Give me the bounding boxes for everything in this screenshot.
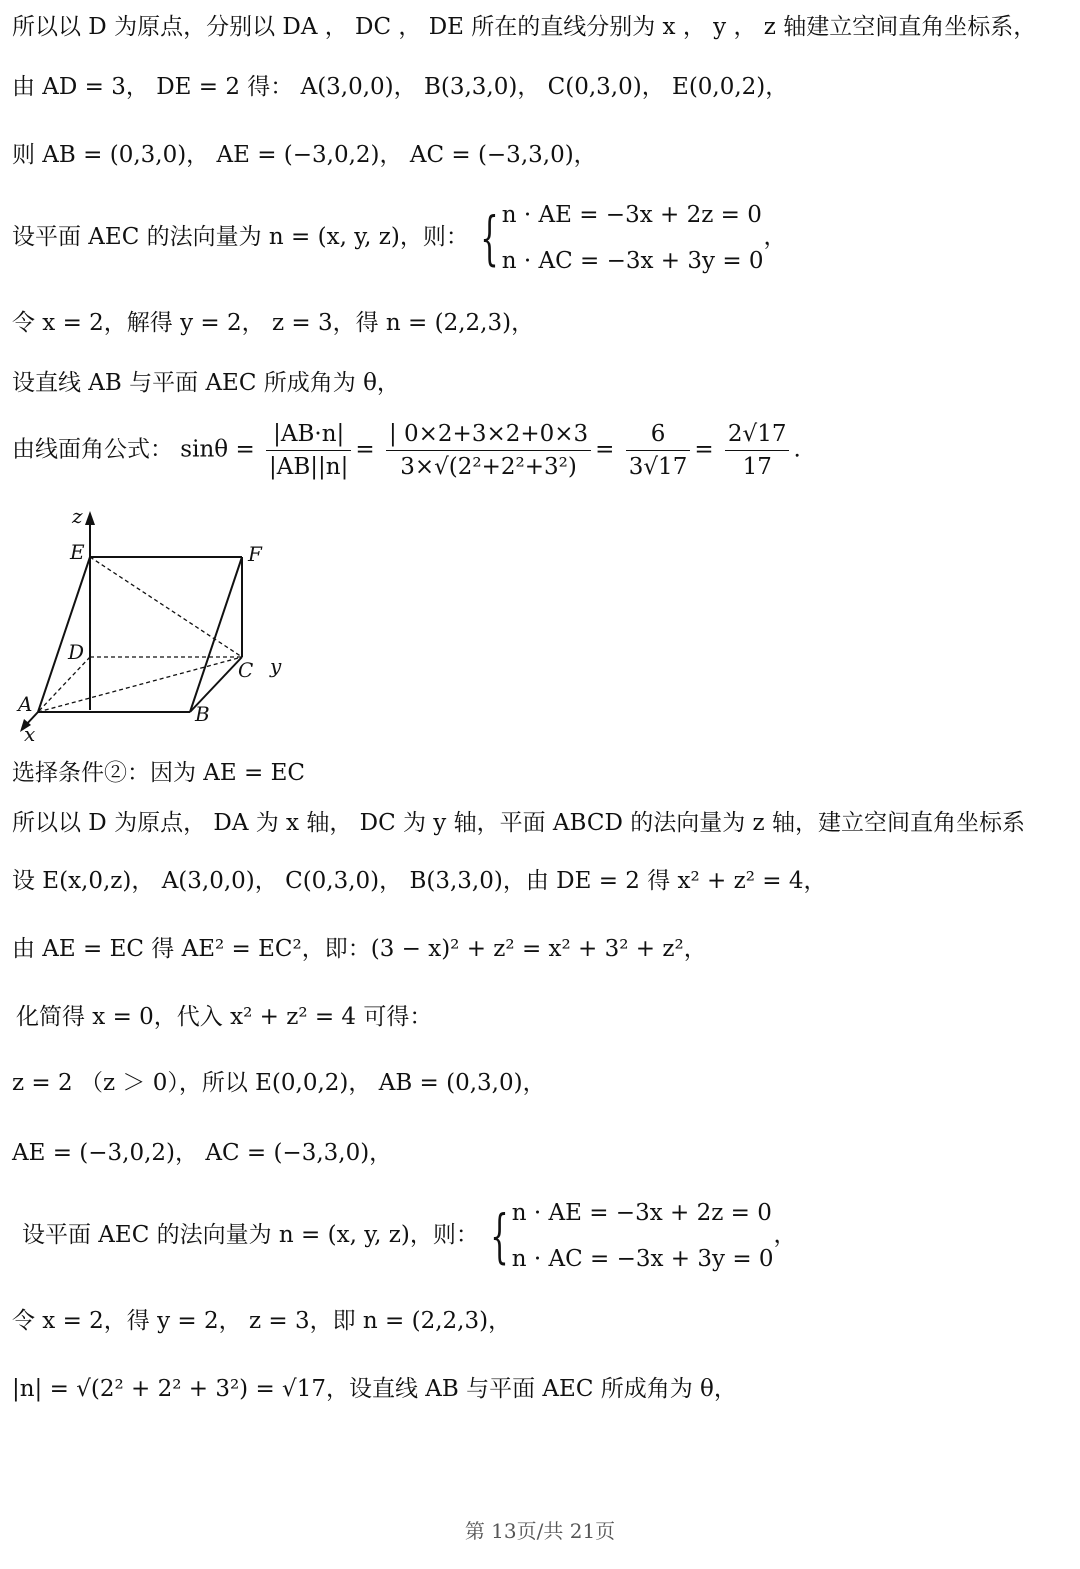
brace-symbol-2: { <box>490 1202 509 1270</box>
text-line-8: 选择条件②：因为 AE = EC <box>12 760 305 786</box>
equation-tail: ， <box>763 224 787 250</box>
label-E: E <box>70 540 85 564</box>
fraction-3 <box>626 418 691 483</box>
label-D: D <box>68 640 85 664</box>
text-line-1: 所以以 D 为原点，分别以 DA ， DC ， DE 所在的直线分别为 x ， y ， z 轴建立空间直角坐标系， <box>12 14 1037 40</box>
label-B: B <box>195 702 210 726</box>
normal-vector-line-2 <box>22 1190 797 1282</box>
text-line-5: 令 x = 2，解得 y = 2， z = 3，得 n = (2,2,3)， <box>12 310 535 336</box>
text-line-13: z = 2 （z ＞ 0），所以 E(0,0,2)， AB = (0,3,0)， <box>12 1070 546 1096</box>
fraction-1-denominator: |AB||n| <box>269 454 349 480</box>
fraction-2-numerator: | 0×2+3×2+0×3 <box>386 418 591 451</box>
equation-tail-2: ， <box>773 1222 797 1248</box>
text-line-14: AE = (−3,0,2)， AC = (−3,3,0)， <box>12 1140 393 1166</box>
label-x: x <box>24 722 36 745</box>
label-F: F <box>248 542 262 566</box>
label-y: y <box>270 654 282 678</box>
fraction-4 <box>725 418 790 483</box>
equation-1: n · AE = −3x + 2z = 0 <box>501 202 762 228</box>
fraction-4-denominator: 17 <box>742 454 772 480</box>
fraction-4-numerator: 2√17 <box>725 418 790 451</box>
da-edge <box>38 657 90 712</box>
text-line-6: 设直线 AB 与平面 AEC 所成角为 θ， <box>12 370 400 396</box>
text-line-17: |n| = √(2² + 2² + 3²) = √17，设直线 AB 与平面 AEC 所成角为 θ， <box>12 1376 737 1402</box>
fraction-3-numerator: 6 <box>626 418 691 451</box>
text-line-16: 令 x = 2，得 y = 2， z = 3，即 n = (2,2,3)， <box>12 1308 512 1334</box>
fraction-1 <box>266 418 351 483</box>
bf-edge <box>190 557 242 712</box>
text-line-2: 由 AD = 3， DE = 2 得： A(3,0,0)， B(3,3,0)， C(0,3,0)， E(0,0,2)， <box>12 74 789 100</box>
fraction-2-denominator: 3×√(2²+2²+3²) <box>400 454 577 480</box>
ea-edge <box>38 557 90 712</box>
ec-diagonal <box>90 557 242 657</box>
equation-2: n · AC = −3x + 3y = 0 <box>501 248 764 274</box>
fraction-2 <box>386 418 591 483</box>
sin-formula-label: 由线面角公式： sinθ = <box>12 436 255 463</box>
sin-formula-line: 由线面角公式： sinθ = $\frac{|AB\cdot n|}{|AB||n|}$ = $\frac{| 0\times 2+3\times 2+0\times 3}{\text{3×√(2²+2²+3²)}}$ = $\frac{6}{3√17}$ = $\frac{2√17}{17}$ . <box>12 418 801 483</box>
equation-3: n · AE = −3x + 2z = 0 <box>511 1200 772 1226</box>
label-C: C <box>238 658 254 682</box>
text-line-10: 设 E(x,0,z)， A(3,0,0)， C(0,3,0)， B(3,3,0)，由 DE = 2 得 x² + z² = 4， <box>12 868 827 894</box>
normal-vector-line-1 <box>12 192 787 284</box>
normal-vector-intro-2: 设平面 AEC 的法向量为 n = (x, y, z)，则： <box>22 1222 479 1248</box>
brace-symbol: { <box>480 204 499 272</box>
text-line-11: 由 AE = EC 得 AE² = EC²，即：(3 − x)² + z² = x² + 3² + z²， <box>12 936 707 962</box>
text-line-9: 所以以 D 为原点， DA 为 x 轴， DC 为 y 轴，平面 ABCD 的法向量为 z 轴，建立空间直角坐标系 <box>12 810 1025 836</box>
equation-4: n · AC = −3x + 3y = 0 <box>511 1246 774 1272</box>
equation-system <box>502 192 764 284</box>
label-A: A <box>18 692 33 716</box>
text-line-3: 则 AB = (0,3,0)， AE = (−3,0,2)， AC = (−3,3,0)， <box>12 142 597 168</box>
z-axis-arrow <box>85 511 95 525</box>
equation-system-2 <box>512 1190 774 1282</box>
label-z: z <box>72 505 83 528</box>
normal-vector-intro: 设平面 AEC 的法向量为 n = (x, y, z)，则： <box>12 224 469 250</box>
page-footer: 第 13页/共 21页 <box>464 1519 616 1543</box>
coordinate-geometry-figure <box>10 505 310 745</box>
fraction-1-numerator: |AB·n| <box>266 418 351 451</box>
fraction-3-denominator: 3√17 <box>628 454 688 480</box>
ac-diagonal <box>38 657 242 712</box>
text-line-12: 化简得 x = 0，代入 x² + z² = 4 可得： <box>16 1004 433 1030</box>
